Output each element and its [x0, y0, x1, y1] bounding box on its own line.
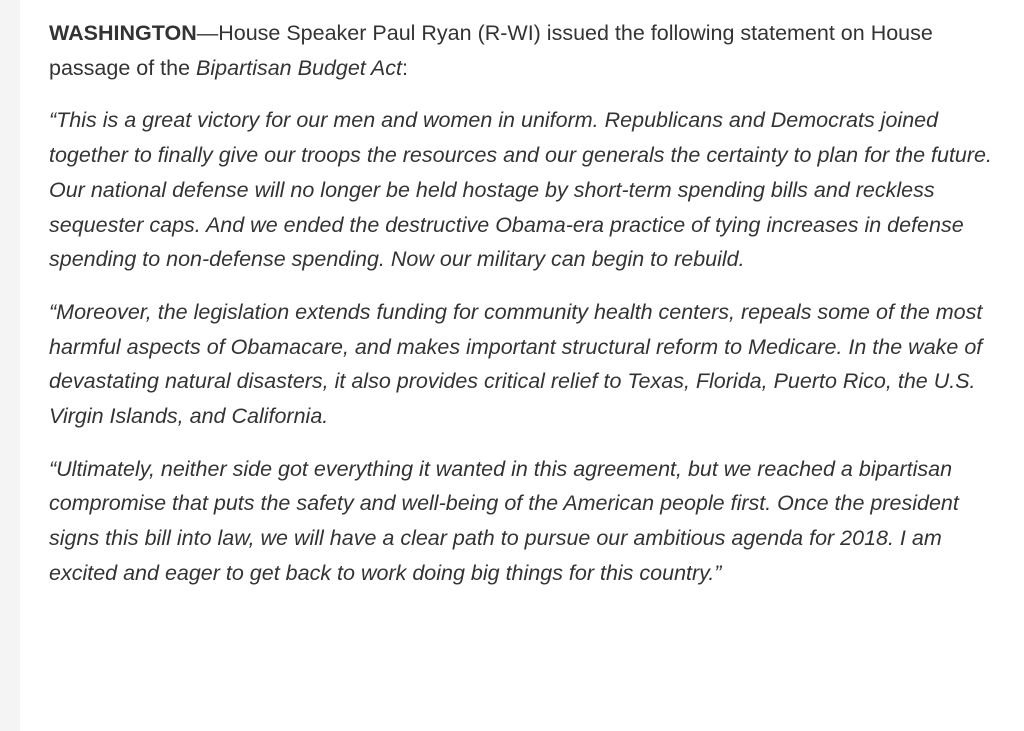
quote-paragraph-2: “Moreover, the legislation extends funding for community health centers, repeals some of the most harmful aspects of Obamacare, and makes important structural reform to Medicare. In the wake of devastating natural disasters, it also provides critical relief to Texas, Florida, Puerto Rico, the U.S. Virgin Islands, and California.: [49, 299, 983, 429]
intro-end: :: [402, 55, 408, 80]
press-statement: [49, 16, 1009, 609]
intro-text: —House Speaker Paul Ryan (R-WI) issued the following statement on House passage of the: [49, 21, 933, 80]
quote-paragraph-3: “Ultimately, neither side got everything it wanted in this agreement, but we reached a bipartisan compromise that puts the safety and well-being of the American people first. Once the president signs this bill into law, we will have a clear path to pursue our ambitious agenda for 2018. I am excited and eager to get back to work doing big things for this country.”: [49, 456, 959, 585]
left-rail: [0, 0, 20, 731]
intro-paragraph: [49, 16, 954, 85]
dateline: WASHINGTON: [49, 21, 197, 45]
quote-paragraph-1: “This is a great victory for our men and women in uniform. Republicans and Democrats joined together to finally give our troops the resources and our generals the certainty to plan for the future. Our national defense will no longer be held hostage by short-term spending bills and reckless sequester caps. And we ended the destructive Obama-era practice of tying increases in defense spending to non-defense spending. Now our military can begin to rebuild.: [49, 108, 992, 272]
bill-name: Bipartisan Budget Act: [196, 55, 402, 80]
